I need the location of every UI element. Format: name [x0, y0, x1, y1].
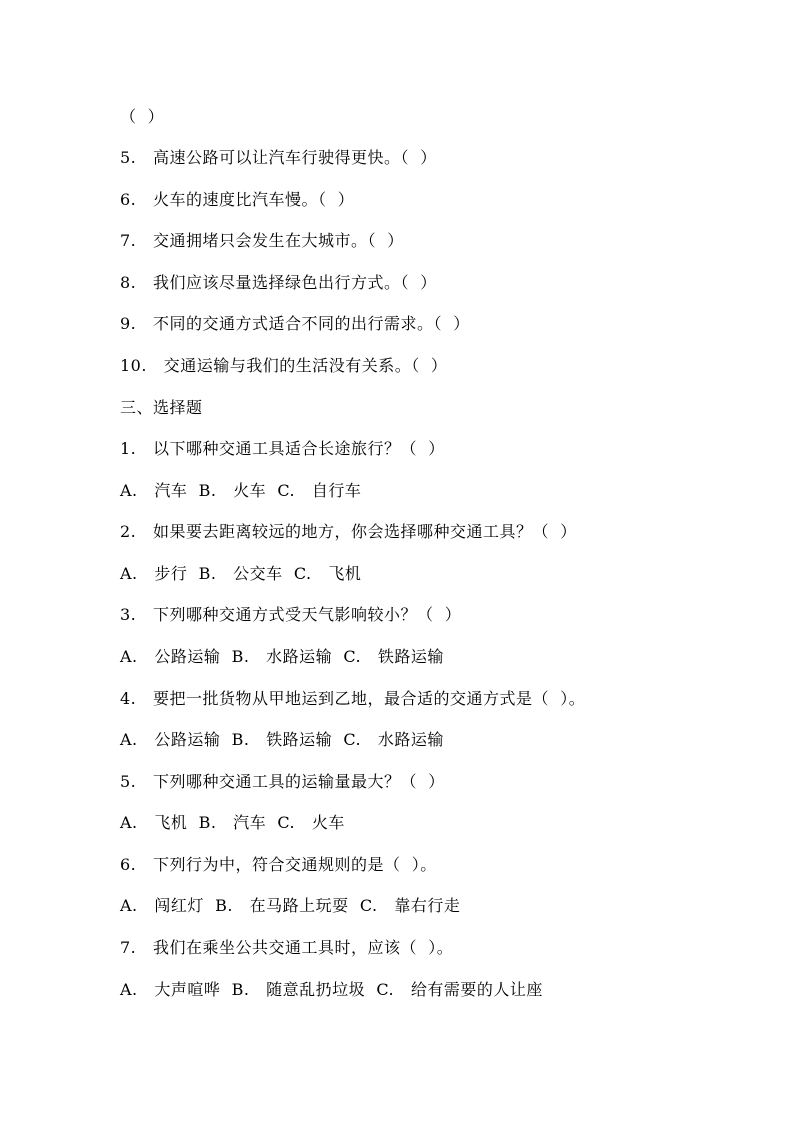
true-false-item-5: 5. 高速公路可以让汽车行驶得更快。（ ） — [120, 148, 437, 167]
true-false-item-6: 6. 火车的速度比汽车慢。（ ） — [120, 190, 355, 209]
choice-options-3: A. 公路运输 B. 水路运输 C. 铁路运输 — [120, 647, 444, 666]
choice-question-3: 3. 下列哪种交通方式受天气影响较小？（ ） — [120, 605, 462, 624]
true-false-item-10: 10. 交通运输与我们的生活没有关系。（ ） — [120, 356, 448, 375]
choice-options-5: A. 飞机 B. 汽车 C. 火车 — [120, 813, 345, 832]
choice-options-6: A. 闯红灯 B. 在马路上玩耍 C. 靠右行走 — [120, 896, 461, 915]
choice-options-4: A. 公路运输 B. 铁路运输 C. 水路运输 — [120, 730, 444, 749]
choice-question-1: 1. 以下哪种交通工具适合长途旅行？（ ） — [120, 439, 445, 458]
true-false-item-7: 7. 交通拥堵只会发生在大城市。（ ） — [120, 231, 404, 250]
choice-options-1: A. 汽车 B. 火车 C. 自行车 — [120, 481, 362, 500]
section-heading-multiple-choice: 三、选择题 — [120, 398, 203, 417]
choice-question-6: 6. 下列行为中，符合交通规则的是（ ）。 — [120, 855, 437, 874]
choice-question-4: 4. 要把一批货物从甲地运到乙地，最合适的交通方式是（ ）。 — [120, 689, 586, 708]
choice-options-7: A. 大声喧哗 B. 随意乱扔垃圾 C. 给有需要的人让座 — [120, 980, 543, 999]
true-false-item-8: 8. 我们应该尽量选择绿色出行方式。（ ） — [120, 273, 437, 292]
choice-question-7: 7. 我们在乘坐公共交通工具时，应该（ ）。 — [120, 938, 454, 957]
answer-bracket-continued: （ ） — [120, 107, 165, 126]
true-false-item-9: 9. 不同的交通方式适合不同的出行需求。（ ） — [120, 314, 470, 333]
choice-question-5: 5. 下列哪种交通工具的运输量最大？（ ） — [120, 772, 445, 791]
choice-options-2: A. 步行 B. 公交车 C. 飞机 — [120, 564, 362, 583]
choice-question-2: 2. 如果要去距离较远的地方，你会选择哪种交通工具？（ ） — [120, 522, 577, 541]
